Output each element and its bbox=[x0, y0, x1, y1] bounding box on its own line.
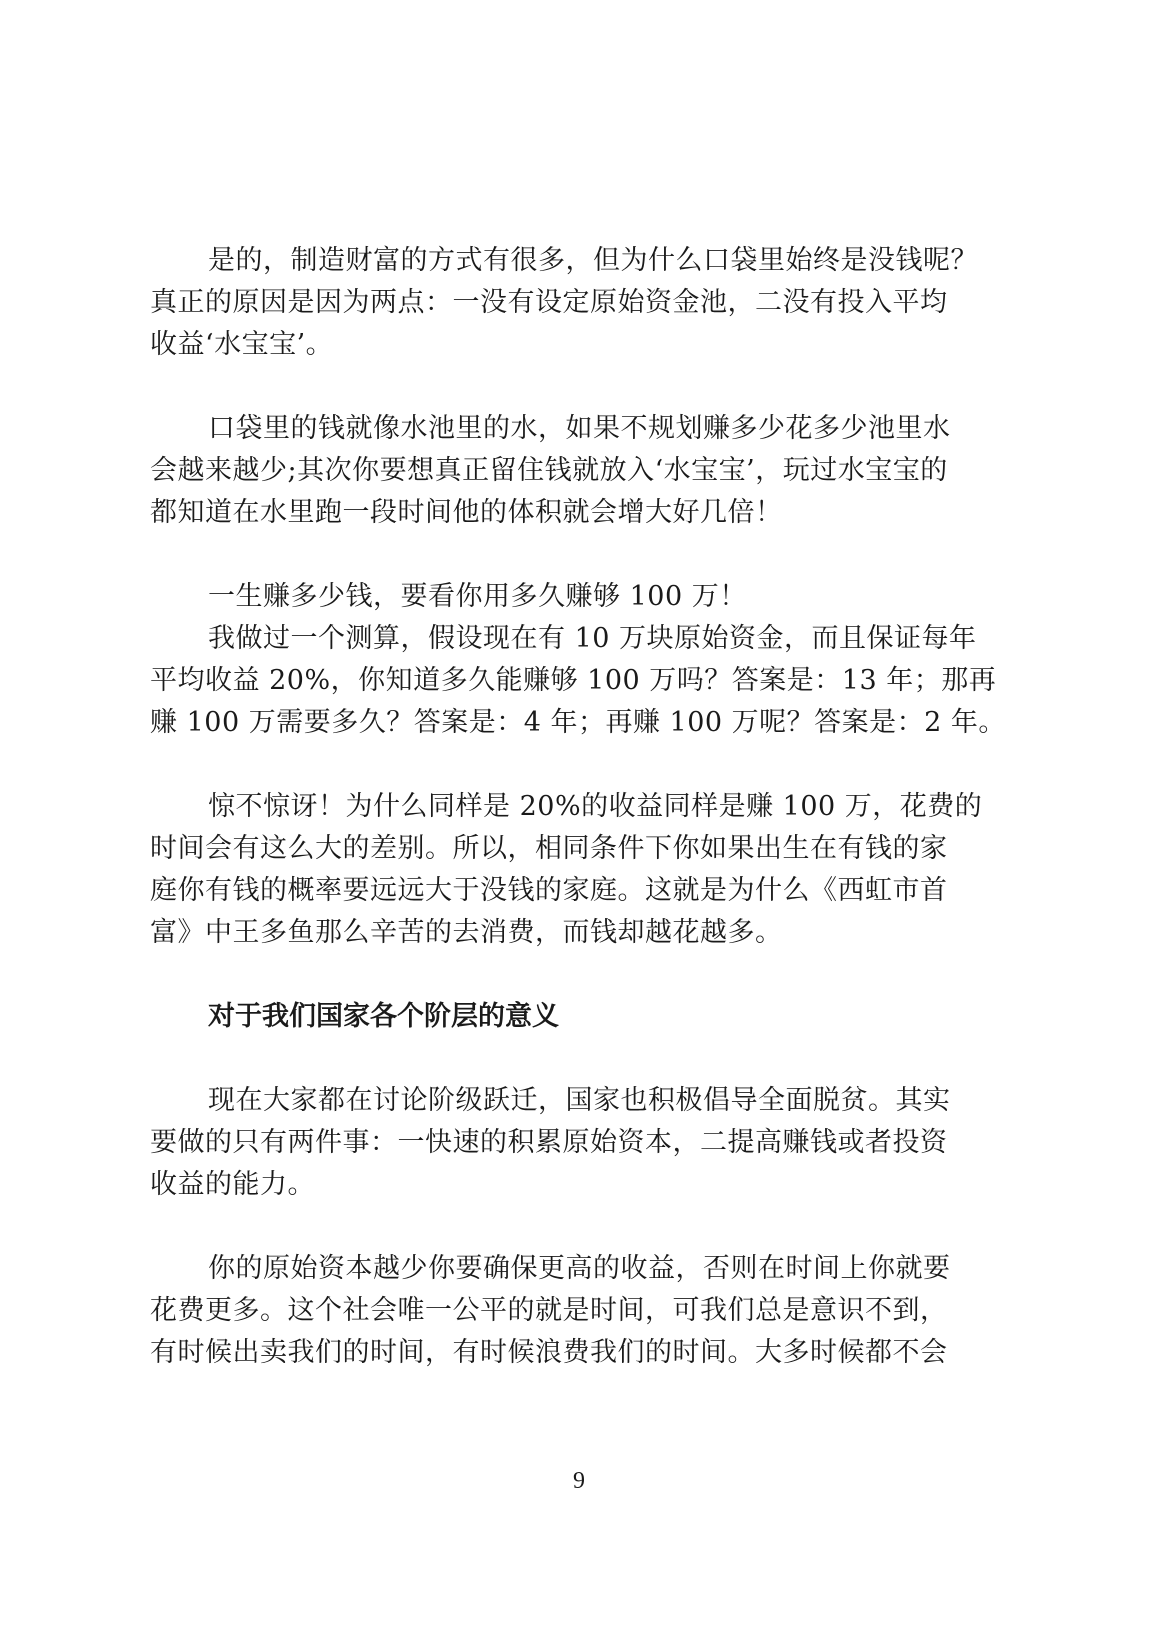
paragraph-gap bbox=[150, 1206, 1002, 1248]
paragraph-gap bbox=[150, 954, 1002, 996]
page-body bbox=[150, 240, 1006, 1374]
paragraph-4 bbox=[150, 618, 1006, 744]
paragraph-2 bbox=[150, 408, 1002, 534]
paragraph-gap bbox=[150, 534, 1002, 576]
text-line: 会越来越少;其次你要想真正留住钱就放入‘水宝宝’，玩过水宝宝的 bbox=[150, 455, 948, 486]
paragraph-5 bbox=[150, 786, 1002, 954]
text-line: 有时候出卖我们的时间，有时候浪费我们的时间。大多时候都不会 bbox=[150, 1337, 948, 1368]
text-line: 惊不惊讶！为什么同样是 20%的收益同样是赚 100 万，花费的 bbox=[208, 791, 983, 822]
paragraph-gap bbox=[150, 744, 1002, 786]
text-line: 收益的能力。 bbox=[150, 1169, 315, 1200]
text-line: 我做过一个测算，假设现在有 10 万块原始资金，而且保证每年 bbox=[208, 623, 977, 654]
text-line: 要做的只有两件事：一快速的积累原始资本，二提高赚钱或者投资 bbox=[150, 1127, 948, 1158]
text-line: 富》中王多鱼那么辛苦的去消费，而钱却越花越多。 bbox=[150, 917, 783, 948]
text-line: 都知道在水里跑一段时间他的体积就会增大好几倍！ bbox=[150, 497, 783, 528]
text-line: 你的原始资本越少你要确保更高的收益，否则在时间上你就要 bbox=[208, 1253, 951, 1284]
text-line: 真正的原因是因为两点：一没有设定原始资金池，二没有投入平均 bbox=[150, 287, 948, 318]
paragraph-gap bbox=[150, 366, 1002, 408]
text-line: 口袋里的钱就像水池里的水，如果不规划赚多少花多少池里水 bbox=[208, 413, 951, 444]
text-line: 收益‘水宝宝’。 bbox=[150, 329, 334, 360]
text-line: 时间会有这么大的差别。所以，相同条件下你如果出生在有钱的家 bbox=[150, 833, 948, 864]
section-heading: 对于我们国家各个阶层的意义 bbox=[208, 1001, 559, 1032]
text-line: 一生赚多少钱，要看你用多久赚够 100 万！ bbox=[208, 581, 747, 612]
text-line: 赚 100 万需要多久？答案是：4 年；再赚 100 万呢？答案是：2 年。 bbox=[150, 707, 1006, 738]
paragraph-3 bbox=[150, 576, 1002, 618]
text-line: 平均收益 20%，你知道多久能赚够 100 万吗？答案是：13 年；那再 bbox=[150, 665, 997, 696]
text-line: 花费更多。这个社会唯一公平的就是时间，可我们总是意识不到， bbox=[150, 1295, 948, 1326]
text-line: 是的，制造财富的方式有很多，但为什么口袋里始终是没钱呢？ bbox=[208, 245, 978, 276]
paragraph-gap bbox=[150, 1038, 1002, 1080]
page-number: 9 bbox=[573, 1468, 585, 1494]
text-line: 庭你有钱的概率要远远大于没钱的家庭。这就是为什么《西虹市首 bbox=[150, 875, 948, 906]
paragraph-6 bbox=[150, 1080, 1002, 1206]
paragraph-7 bbox=[150, 1248, 1002, 1374]
text-line: 现在大家都在讨论阶级跃迁，国家也积极倡导全面脱贫。其实 bbox=[208, 1085, 951, 1116]
paragraph-1 bbox=[150, 240, 1002, 366]
